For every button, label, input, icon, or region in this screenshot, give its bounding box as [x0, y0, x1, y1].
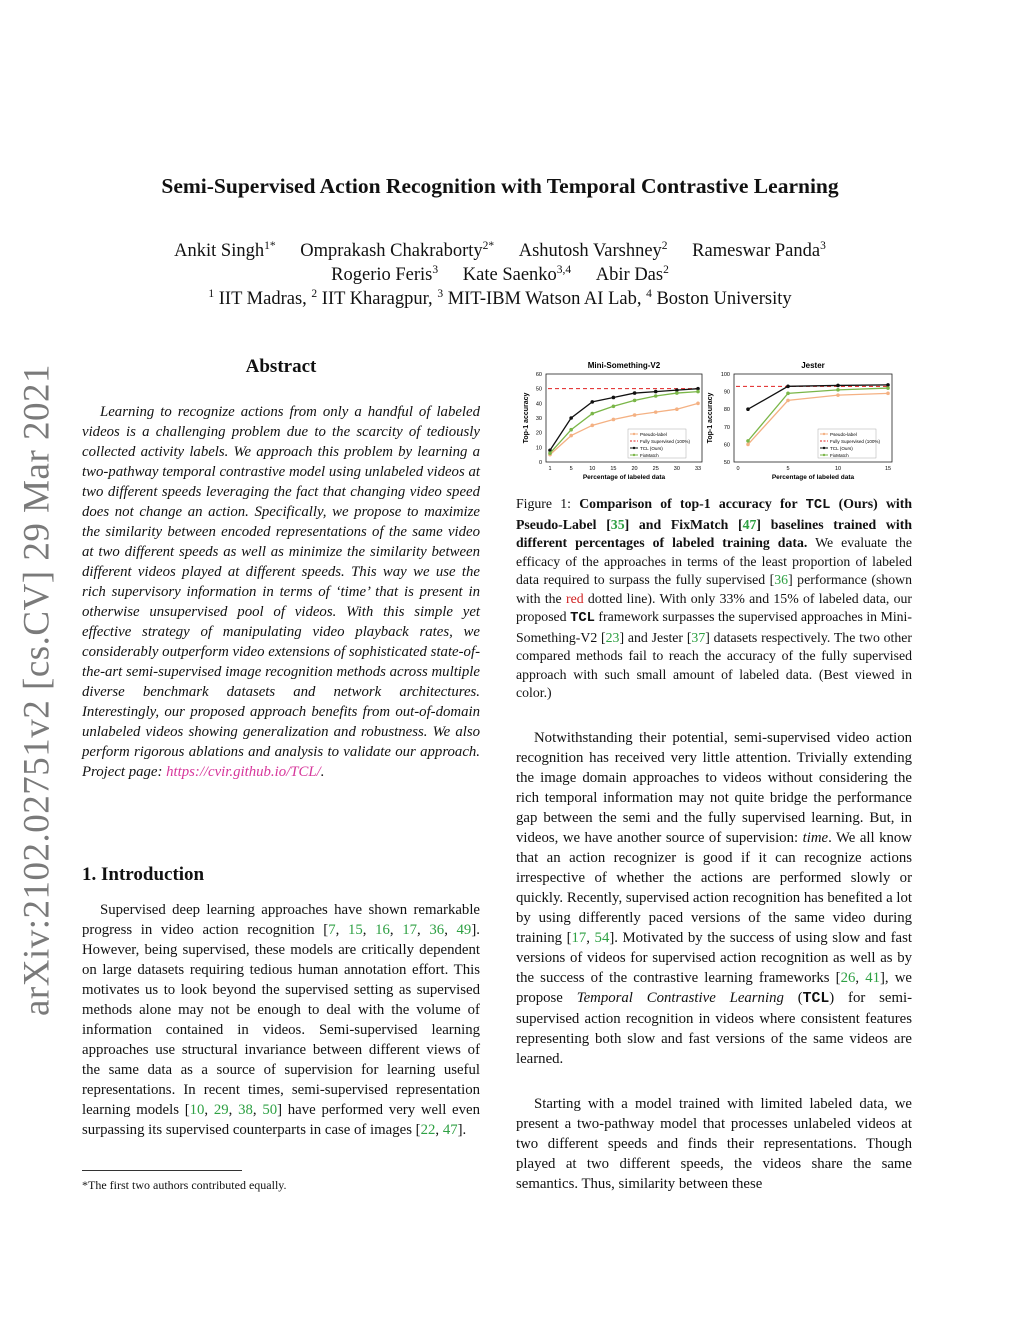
data-point	[836, 388, 840, 392]
y-tick-label: 10	[535, 445, 542, 452]
project-link[interactable]: https://cvir.github.io/TCL/	[166, 764, 321, 780]
x-tick-label: 10	[589, 466, 596, 472]
citation-link[interactable]: 38	[238, 1102, 253, 1118]
y-tick-label: 60	[535, 372, 542, 378]
chart-mini-something-v2	[518, 358, 708, 486]
citation-link[interactable]: 47	[742, 516, 757, 532]
chart-jester	[704, 358, 900, 486]
x-tick-label: 25	[652, 466, 659, 472]
legend-entry: TCL (Ours)	[830, 445, 853, 451]
x-tick-label: 0	[736, 466, 740, 472]
data-point	[612, 418, 616, 422]
author: Rameswar Panda$^3$	[692, 240, 826, 262]
data-point	[886, 383, 890, 387]
arxiv-id: arXiv:2102.02751v2 [cs.CV] 29 Mar 2021	[16, 363, 58, 1017]
y-tick-label: 40	[535, 401, 542, 408]
y-tick-label: 50	[535, 386, 542, 393]
citation-link[interactable]: 41	[865, 970, 880, 986]
author: Omprakash Chakraborty$^{2*}$	[300, 240, 495, 262]
y-tick-label: 50	[723, 460, 730, 466]
data-point	[569, 416, 573, 420]
citation-link[interactable]: 54	[594, 930, 610, 946]
data-point	[746, 407, 750, 411]
data-point	[569, 428, 573, 432]
affiliations: $^1$ IIT Madras, $^2$ IIT Kharagpur, $^3$ MIT-IBM Watson AI Lab, $^4$ Boston University	[208, 288, 792, 310]
x-tick-label: 15	[884, 466, 892, 472]
x-tick-label: 1	[548, 466, 552, 472]
data-point	[548, 451, 552, 455]
data-point	[590, 412, 594, 416]
citation-link[interactable]: 49	[456, 922, 472, 938]
data-point	[590, 400, 594, 404]
data-point	[786, 392, 790, 396]
legend-entry: FixMatch	[830, 452, 849, 458]
data-point	[569, 434, 573, 438]
body-paragraph: Notwithstanding their potential, semi-supervised video action recognition has received very little attention. Trivially extending the image domain approaches to videos without considering the rich temporal information may not quite bridge the performance gap between the semi and the fully supervised learning. But, in videos, we have another source of supervision: time. We all know that an action recognizer is good if it can recognize actions irrespective of whether the actions are performed slowly or quickly. Recently, supervised action recognition has benefited a lot by using differently paced versions of the same video during training [17, 54]. Motivated by the success of using slow and fast versions of videos for supervised action recognition as well as by the success of the contrastive learning frameworks [26, 41], we propose Temporal Contrastive Learning (TCL) for semi-supervised action recognition in videos where consistent features representing both slow and fast versions of the same videos are learned.	[516, 730, 913, 1067]
data-point	[786, 399, 790, 403]
data-point	[633, 413, 637, 417]
citation-link[interactable]: 16	[375, 922, 390, 938]
abstract-text: Learning to recognize actions from only a handful of labeled videos is a challenging problem due to the scarcity of tediously collected activity labels. We approach this problem by learning a two-pathway temporal contrastive model using unlabeled videos at two different speeds leveraging the fact that changing video speed does not change an action. Specifically, we propose to maximize the similarity between encoded representations of the same video at two different speeds as well as minimize the similarity between different videos played at different speeds. This way we use the rich supervisory information in terms of ‘time’ that is present in otherwise unsupervised pool of videos. With this simple yet effective strategy of manipulating video playback rates, we considerably outperform video extensions of sophisticated state-of-the-art semi-supervised image recognition methods across multiple diverse benchmark datasets and network architectures. Interestingly, our proposed approach benefits from out-of-domain unlabeled videos showing generalization and robustness. We also perform rigorous ablations and analysis to validate our approach. Project page: https://cvir.github.io/TCL/.	[82, 404, 480, 780]
citation-link[interactable]: 36	[429, 922, 445, 938]
data-point	[675, 407, 679, 411]
citation-link[interactable]: 26	[840, 970, 856, 986]
x-tick-label: 5	[786, 466, 790, 472]
legend-marker	[633, 454, 635, 456]
data-point	[633, 399, 637, 403]
citation-link[interactable]: 36	[774, 572, 789, 587]
data-point	[746, 439, 750, 443]
citation-link[interactable]: 47	[442, 1122, 458, 1138]
citation-link[interactable]: 50	[262, 1102, 278, 1118]
citation-link[interactable]: 29	[213, 1102, 229, 1118]
legend-entry: Pseudo-label	[830, 431, 857, 437]
body-paragraph: Starting with a model trained with limited labeled data, we present a two-pathway model that processes unlabeled videos at two different speeds and finds their representations. Though played at two different speeds, the videos share the same semantics. Thus, similarity between these	[516, 1096, 912, 1192]
x-tick-label: 33	[694, 466, 702, 472]
data-point	[786, 385, 790, 389]
data-point	[675, 391, 679, 395]
citation-link[interactable]: 17	[402, 922, 418, 938]
citation-link[interactable]: 22	[420, 1122, 436, 1138]
data-point	[836, 393, 840, 397]
footnote-rule	[82, 1170, 242, 1171]
data-point	[696, 402, 700, 406]
legend-entry: FixMatch	[640, 452, 659, 458]
data-point	[654, 394, 658, 398]
legend-marker	[823, 454, 825, 456]
y-tick-label: 20	[535, 430, 542, 437]
data-point	[654, 390, 658, 394]
y-axis-label: Top-1 accuracy	[707, 392, 714, 444]
citation-link[interactable]: 17	[571, 930, 587, 946]
x-axis-label: Percentage of labeled data	[771, 474, 855, 481]
legend-marker	[633, 433, 635, 435]
citation-link[interactable]: 23	[605, 629, 620, 645]
chart-title: Jester	[801, 361, 825, 370]
legend-entry: Fully Supervised (100%)	[830, 438, 881, 444]
x-tick-label: 15	[610, 466, 617, 472]
data-point	[654, 410, 658, 414]
data-point	[612, 396, 616, 400]
legend-marker	[633, 447, 635, 449]
citation-link[interactable]: 7	[328, 922, 336, 938]
author: Ashutosh Varshney$^2$	[518, 240, 668, 262]
y-tick-label: 100	[720, 372, 730, 378]
data-point	[590, 424, 594, 428]
citation-link[interactable]: 35	[610, 516, 625, 532]
figure-caption: Figure 1: Comparison of top-1 accuracy for TCL (Ours) with Pseudo-Label [35] and FixMatch [47] baselines trained with different percentages of labeled training data. We evaluate the efficacy of the approaches in terms of the least proportion of labeled data required to surpass the fully supervised [36] performance (shown with the red dotted line). With only 33% and 15% of labeled data, our proposed TCL framework surpasses the supervised approaches in Mini-Something-V2 [23] and Jester [37] datasets respectively. The two other compared methods fail to reach the accuracy of the fully supervised approach with such small amount of labeled data. (Best viewed in color.)	[516, 496, 913, 700]
citation-link[interactable]: 37	[691, 629, 706, 645]
y-axis-label: Top-1 accuracy	[523, 392, 530, 444]
intro-paragraph: Supervised deep learning approaches have shown remarkable progress in video action recognition [7, 15, 16, 17, 36, 49]. However, being supervised, these models are critically dependent on large datasets requiring tedious human annotation effort. This motivates us to look beyond the supervised setting as supervised methods alone may not be enough to deal with the volume of information contained in videos. Semi-supervised learning approaches use structural invariance between different views of the same data as a source of supervision for learning useful representations. In recent times, semi-supervised representation learning models [10, 29, 38, 50] have performed very well even surpassing its supervised counterparts in case of images [22, 47].	[82, 902, 480, 1138]
author: Ankit Singh$^{1*}$	[174, 240, 276, 262]
data-point	[886, 392, 890, 396]
y-tick-label: 60	[723, 442, 730, 449]
y-tick-label: 70	[723, 424, 730, 431]
x-axis-label: Percentage of labeled data	[582, 474, 666, 481]
data-point	[746, 443, 750, 447]
data-point	[612, 404, 616, 408]
legend-entry: TCL (Ours)	[640, 445, 663, 451]
legend-entry: Pseudo-label	[640, 431, 667, 437]
legend-entry: Fully Supervised (100%)	[640, 438, 691, 444]
x-tick-label: 20	[631, 466, 638, 472]
paper-title: Semi-Supervised Action Recognition with Temporal Contrastive Learning	[161, 174, 839, 198]
y-tick-label: 0	[538, 460, 542, 466]
author: Abir Das$^2$	[595, 264, 669, 286]
authors-line-2	[0, 264, 1000, 286]
data-point	[633, 391, 637, 395]
authors-line-1	[0, 240, 1000, 262]
citation-link[interactable]: 15	[347, 922, 363, 938]
author: Rogerio Feris$^3$	[331, 264, 439, 286]
data-point	[886, 386, 890, 390]
x-tick-label: 5	[569, 466, 573, 472]
section-heading-introduction: 1. Introduction	[82, 864, 205, 885]
y-tick-label: 90	[723, 389, 730, 396]
legend-marker	[823, 447, 825, 449]
x-tick-label: 30	[673, 466, 680, 472]
data-point	[696, 390, 700, 394]
abstract-heading: Abstract	[245, 356, 317, 377]
legend-marker	[823, 433, 825, 435]
author: Kate Saenko$^{3,4}$	[462, 264, 572, 286]
chart-title: Mini-Something-V2	[587, 361, 661, 370]
x-tick-label: 10	[834, 466, 842, 472]
y-tick-label: 80	[723, 407, 730, 414]
data-point	[836, 384, 840, 388]
citation-link[interactable]: 10	[189, 1102, 205, 1118]
y-tick-label: 30	[535, 416, 542, 422]
footnote: *The first two authors contributed equally.	[82, 1178, 287, 1192]
